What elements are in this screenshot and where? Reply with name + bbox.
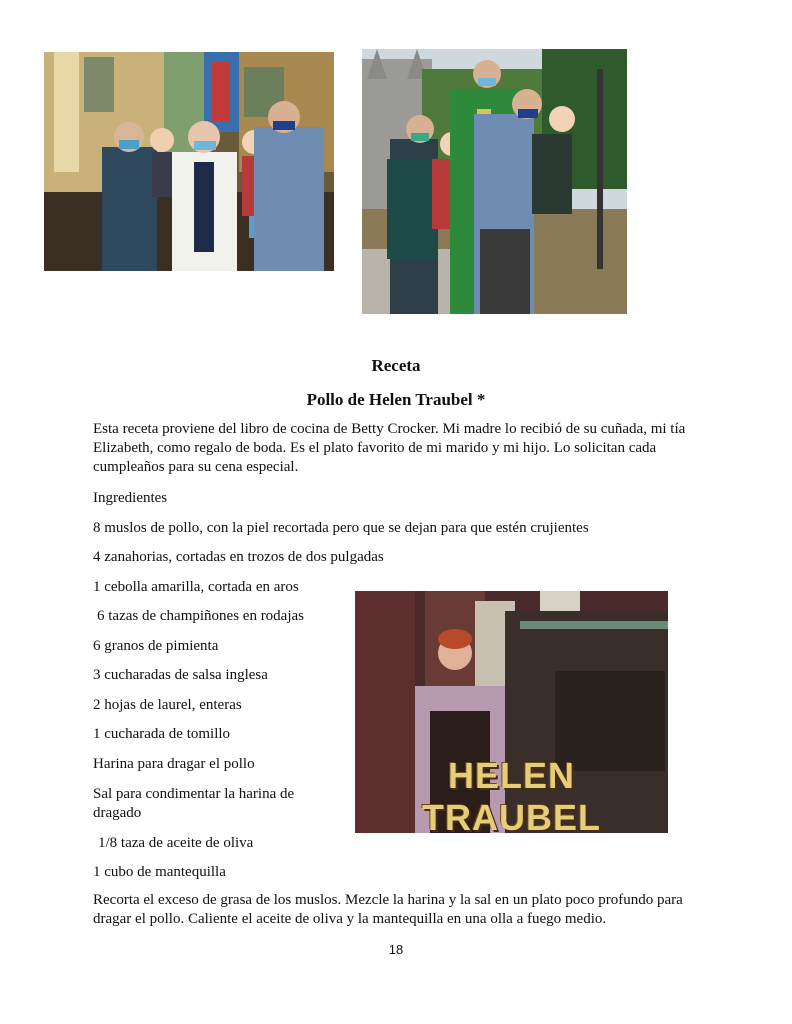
recipe-intro: Esta receta proviene del libro de cocina de Betty Crocker. Mi madre lo recibió de su cuñada, mi tía Elizabeth, como regalo de boda. Es el plato favorito de mi marido y mi hijo. Lo solicitan cada cumpleaños para su cena especial.	[93, 421, 686, 475]
ingredient-item: 1 cubo de mantequilla	[93, 864, 226, 880]
recipe-instructions: Recorta el exceso de grasa de los muslos. Mezcle la harina y la sal en un plato poco profundo para dragar el pollo. Caliente el aceite de oliva y la mantequilla en una olla a fuego medio.	[93, 892, 683, 927]
ingredient-item: 1 cebolla amarilla, cortada en aros	[93, 579, 299, 595]
ingredient-item: 6 granos de pimienta	[93, 638, 219, 654]
church-exterior-image	[362, 49, 627, 314]
church-exterior-photo	[362, 49, 627, 314]
ingredient-item: 3 cucharadas de salsa inglesa	[93, 667, 268, 683]
ingredient-item: 4 zanahorias, cortadas en trozos de dos pulgadas	[93, 549, 384, 565]
helen-traubel-film-still	[355, 591, 668, 833]
ingredient-item: 1 cucharada de tomillo	[93, 726, 231, 742]
ingredients-label: Ingredientes	[93, 490, 168, 506]
recipe-title: Pollo de Helen Traubel *	[306, 390, 486, 409]
page-number: 18	[388, 942, 404, 957]
recipe-heading: Receta	[371, 356, 421, 375]
ingredient-item: 6 tazas de champiñones en rodajas	[97, 608, 305, 624]
ingredient-item: 2 hojas de laurel, enteras	[93, 697, 242, 713]
church-interior-photo	[44, 52, 334, 271]
ingredient-item: 1/8 taza de aceite de oliva	[98, 835, 254, 851]
ingredient-item: Harina para dragar el pollo	[93, 756, 255, 772]
film-caption: HELEN TRAUBEL	[422, 755, 601, 833]
church-interior-image	[44, 52, 334, 271]
ingredient-item: Sal para condimentar la harina de dragado	[93, 786, 295, 821]
ingredient-item: 8 muslos de pollo, con la piel recortada pero que se dejan para que estén crujientes	[93, 520, 589, 536]
